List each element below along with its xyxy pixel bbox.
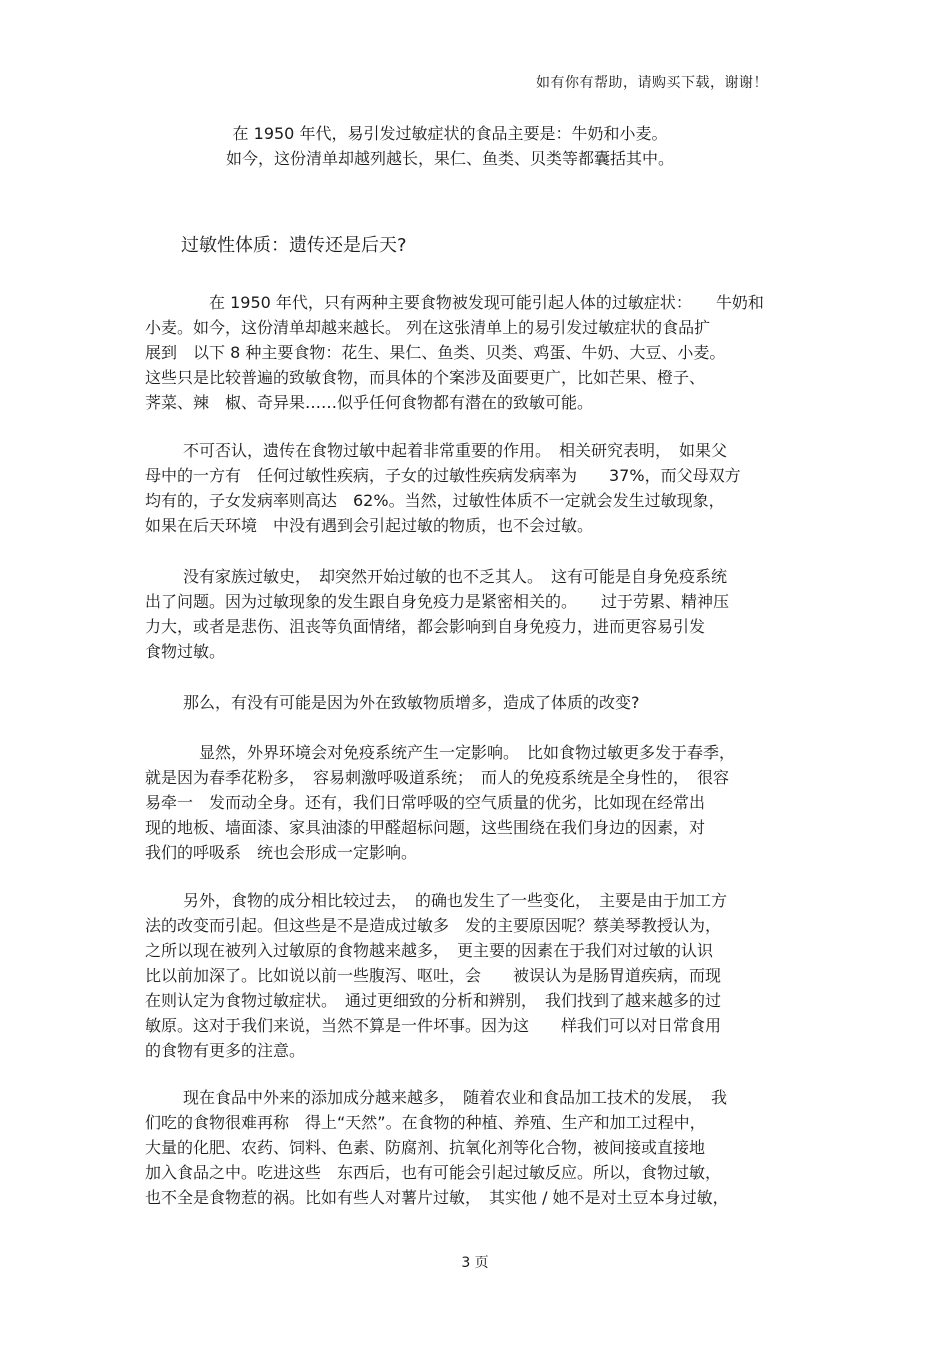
- paragraph-line: 法的改变而引起。但这些是不是造成过敏多 发的主要原因呢？蔡美琴教授认为，: [145, 916, 722, 935]
- paragraph-5: [145, 740, 805, 865]
- paragraph-line: 母中的一方有 任何过敏性疾病，子女的过敏性疾病发病率为 37%，而父母双方: [145, 466, 741, 485]
- paragraph-line: 现在食品中外来的添加成分越来越多， 随着农业和食品加工技术的发展， 我: [183, 1088, 728, 1107]
- paragraph-line: 展到 以下 8 种主要食物：花生、果仁、鱼类、贝类、鸡蛋、牛奶、大豆、小麦。: [145, 343, 726, 362]
- paragraph-1: [145, 290, 805, 415]
- paragraph-line: 在则认定为食物过敏症状。 通过更细致的分析和辨别， 我们找到了越来越多的过: [145, 991, 722, 1010]
- paragraph-line: 没有家族过敏史， 却突然开始过敏的也不乏其人。 这有可能是自身免疫系统: [183, 567, 728, 586]
- paragraph-line: 均有的，子女发病率则高达 62%。当然，过敏性体质不一定就会发生过敏现象，: [145, 491, 725, 510]
- paragraph-line: 另外，食物的成分相比较过去， 的确也发生了一些变化， 主要是由于加工方: [183, 891, 728, 910]
- paragraph-line: 小麦。如今，这份清单却越来越长。 列在这张清单上的易引发过敏症状的食品扩: [145, 318, 711, 337]
- paragraph-line: 也不全是食物惹的祸。比如有些人对薯片过敏， 其实他 / 她不是对土豆本身过敏，: [145, 1188, 729, 1207]
- intro-line-1: 在 1950 年代，易引发过敏症状的食品主要是：牛奶和小麦。: [232, 124, 668, 143]
- paragraph-line: 荠菜、辣 椒、奇异果……似乎任何食物都有潜在的致敏可能。: [145, 393, 594, 412]
- paragraph-4: [145, 690, 805, 715]
- section-title: 过敏性体质：遗传还是后天?: [181, 235, 407, 256]
- paragraph-line: 我们的呼吸系 统也会形成一定影响。: [145, 843, 418, 862]
- paragraph-7: [145, 1085, 805, 1210]
- paragraph-line: 显然，外界环境会对免疫系统产生一定影响。 比如食物过敏更多发于春季，: [183, 743, 736, 762]
- header-note: 如有你有帮助，请购买下载，谢谢！: [536, 75, 768, 91]
- paragraph-line: 出了问题。因为过敏现象的发生跟自身免疫力是紧密相关的。 过于劳累、精神压: [145, 592, 730, 611]
- paragraph-line: 的食物有更多的注意。: [145, 1041, 306, 1060]
- paragraph-3: [145, 564, 805, 664]
- paragraph-2: [145, 438, 805, 538]
- paragraph-6: [145, 888, 805, 1063]
- page-number: 3 页: [461, 1255, 489, 1271]
- paragraph-line: 那么，有没有可能是因为外在致敏物质增多，造成了体质的改变?: [183, 693, 640, 712]
- paragraph-line: 们吃的食物很难再称 得上“天然”。在食物的种植、养殖、生产和加工过程中，: [145, 1113, 706, 1132]
- paragraph-line: 如果在后天环境 中没有遇到会引起过敏的物质，也不会过敏。: [145, 516, 594, 535]
- paragraph-line: 比以前加深了。比如说以前一些腹泻、呕吐，会 被误认为是肠胃道疾病，而现: [145, 966, 722, 985]
- paragraph-line: 这些只是比较普遍的致敏食物，而具体的个案涉及面要更广，比如芒果、橙子、: [145, 368, 706, 387]
- intro-line-2: 如今，这份清单却越列越长，果仁、鱼类、贝类等都囊括其中。: [225, 149, 674, 168]
- paragraph-line: 食物过敏。: [145, 642, 226, 661]
- paragraph-line: 易牵一 发而动全身。还有，我们日常呼吸的空气质量的优劣，比如现在经常出: [145, 793, 706, 812]
- paragraph-line: 敏原。这对于我们来说，当然不算是一件坏事。因为这 样我们可以对日常食用: [145, 1016, 722, 1035]
- paragraph-line: 在 1950 年代，只有两种主要食物被发现可能引起人体的过敏症状： 牛奶和: [193, 293, 764, 312]
- paragraph-line: 力大，或者是悲伤、沮丧等负面情绪，都会影响到自身免疫力，进而更容易引发: [145, 617, 706, 636]
- paragraph-line: 大量的化肥、农药、饲料、色素、防腐剂、抗氧化剂等化合物，被间接或直接地: [145, 1138, 706, 1157]
- paragraph-line: 就是因为春季花粉多， 容易刺激呼吸道系统； 而人的免疫系统是全身性的， 很容: [145, 768, 730, 787]
- paragraph-line: 加入食品之中。吃进这些 东西后，也有可能会引起过敏反应。所以，食物过敏，: [145, 1163, 722, 1182]
- paragraph-line: 现的地板、墙面漆、家具油漆的甲醛超标问题，这些围绕在我们身边的因素，对: [145, 818, 706, 837]
- paragraph-line: 之所以现在被列入过敏原的食物越来越多， 更主要的因素在于我们对过敏的认识: [145, 941, 714, 960]
- paragraph-line: 不可否认，遗传在食物过敏中起着非常重要的作用。 相关研究表明， 如果父: [183, 441, 728, 460]
